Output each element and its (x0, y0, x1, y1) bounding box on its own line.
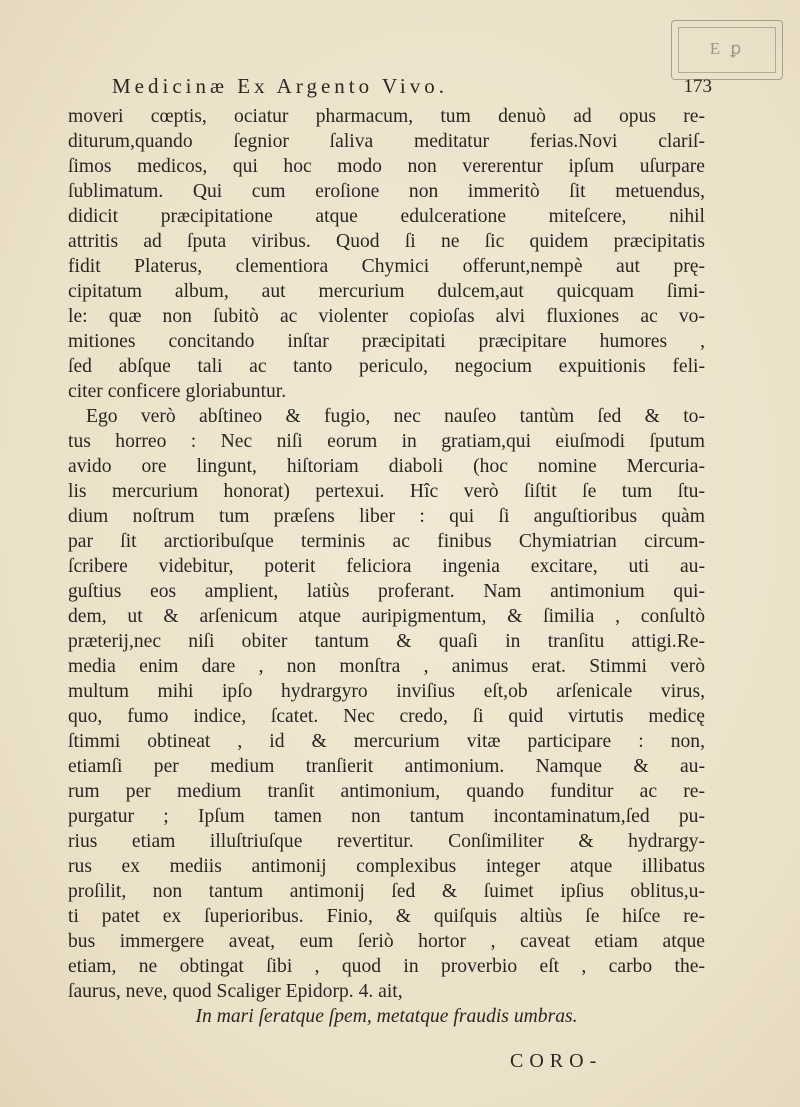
text-line: attritis ad ſputa viribus. Quod ſi ne ſic quidem præcipitatis (68, 231, 705, 252)
text-line: quo, fumo indice, ſcatet. Nec credo, ſi quid virtutis medicę (68, 706, 705, 727)
text-line: guſtius eos amplient, latiùs proferant. Nam antimonium qui- (68, 581, 705, 602)
text-line: didicit præcipitatione atque edulceratione miteſcere, nihil (68, 206, 705, 227)
text-line: fidit Platerus, clementiora Chymici offerunt,nempè aut prę- (68, 256, 705, 277)
text-line: lis mercurium honorat) pertexui. Hîc verò ſiſtit ſe tum ſtu- (68, 481, 705, 502)
text-line: ſcribere videbitur, poterit feliciora ingenia excitare, uti au- (68, 556, 705, 577)
text-line: etiam, ne obtingat ſibi , quod in proverbio eſt , carbo the- (68, 956, 705, 977)
text-line: citer conficere gloriabuntur. (68, 381, 287, 402)
text-line: rus ex mediis antimonij complexibus integer atque illibatus (68, 856, 705, 877)
text-line: etiamſi per medium tranſierit antimonium. Namque & au- (68, 756, 705, 777)
text-line: ſed abſque tali ac tanto periculo, negocium expuitionis feli- (68, 356, 705, 377)
catchword: CORO- (510, 1050, 603, 1072)
text-line: dium noſtrum tum præſens liber : qui ſi anguſtioribus quàm (68, 506, 705, 527)
verse-quotation: In mari ſeratque ſpem, metatque fraudis umbras. (195, 1006, 578, 1027)
text-line: rius etiam illuſtriuſque revertitur. Conſimiliter & hydrargy- (68, 831, 705, 852)
text-line: mitiones concitando inſtar præcipitati præcipitare humores , (68, 331, 705, 352)
text-line: ti patet ex ſuperioribus. Finio, & quiſquis altiùs ſe hiſce re- (68, 906, 705, 927)
page-header (112, 74, 712, 104)
text-line: par ſit arctioribuſque terminis ac finibus Chymiatrian circum- (68, 531, 705, 552)
library-stamp (671, 20, 783, 80)
text-line: multum mihi ipſo hydrargyro inviſius eſt,ob arſenicale virus, (68, 681, 705, 702)
text-line: purgatur ; Ipſum tamen non tantum incontaminatum,ſed pu- (68, 806, 705, 827)
text-line: tus horreo : Nec niſi eorum in gratiam,qui eiuſmodi ſputum (68, 431, 705, 452)
body-text (68, 104, 705, 1029)
text-line: ſtimmi obtineat , id & mercurium vitæ participare : non, (68, 731, 705, 752)
running-head: Medicinæ Ex Argento Vivo. (112, 74, 448, 98)
text-line: ſimos medicos, qui hoc modo non vererentur ipſum uſurpare (68, 156, 705, 177)
text-line: diturum,quando ſegnior ſaliva meditatur ferias.Novi clariſ- (68, 131, 705, 152)
text-line: cipitatum album, aut mercurium dulcem,aut quicquam ſimi- (68, 281, 705, 302)
library-stamp-text: E ꝑ (709, 39, 745, 58)
text-line: proſilit, non tantum antimonij ſed & ſuimet ipſius oblitus,u- (68, 881, 705, 902)
text-line: ſublimatum. Qui cum eroſione non immeritò ſit metuendus, (68, 181, 705, 202)
text-line: Ego verò abſtineo & fugio, nec nauſeo tantùm ſed & to- (86, 406, 705, 427)
text-line: avido ore lingunt, hiſtoriam diaboli (hoc nomine Mercuria- (68, 456, 705, 477)
text-line: rum per medium tranſit antimonium, quando funditur ac re- (68, 781, 705, 802)
text-line: ſaurus, neve, quod Scaliger Epidorp. 4. ait, (68, 981, 403, 1002)
text-line: moveri cœptis, ociatur pharmacum, tum denuò ad opus re- (68, 106, 705, 127)
text-line: dem, ut & arſenicum atque auripigmentum, & ſimilia , conſultò (68, 606, 705, 627)
text-line: le: quæ non ſubitò ac violenter copioſas alvi fluxiones ac vo- (68, 306, 705, 327)
text-line: media enim dare , non monſtra , animus erat. Stimmi verò (68, 656, 705, 677)
text-line: præterij,nec niſi obiter tantum & quaſi in tranſitu attigi.Re- (68, 631, 705, 652)
text-line: bus immergere aveat, eum ſeriò hortor , caveat etiam atque (68, 931, 705, 952)
page-number: 173 (683, 76, 712, 97)
